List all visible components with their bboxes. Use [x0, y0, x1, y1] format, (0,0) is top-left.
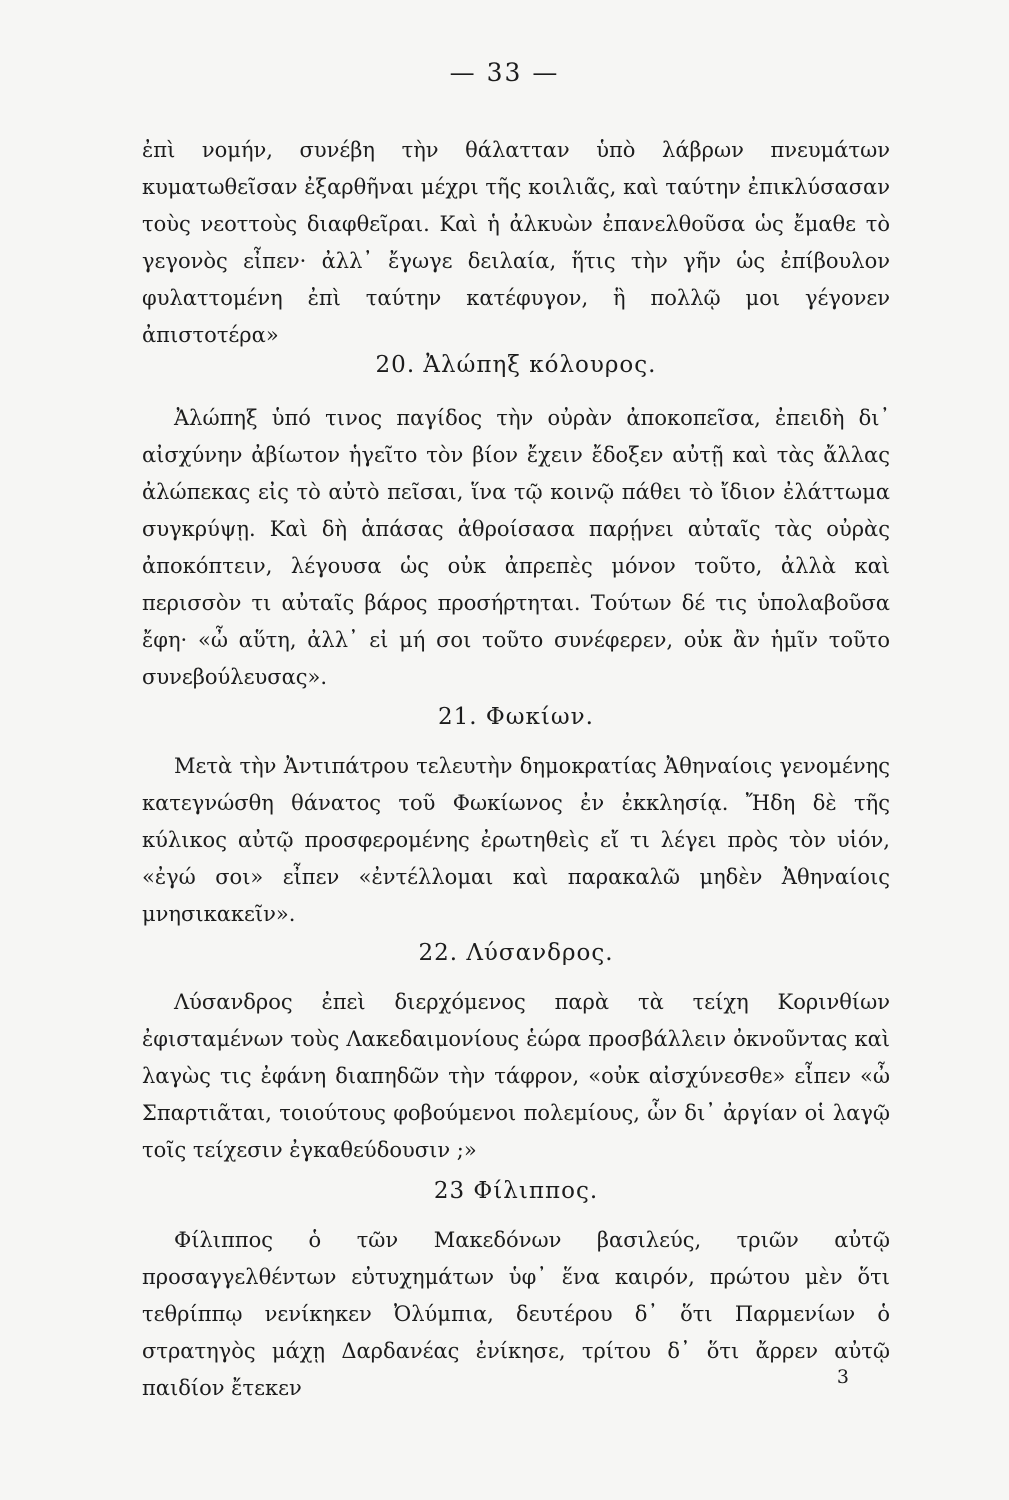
- phocion-text: [142, 748, 890, 933]
- heading-philip: 23 Φίλιππος.: [433, 1178, 599, 1204]
- signature-mark: 3: [836, 1366, 849, 1388]
- fable-fox-text: [142, 400, 890, 696]
- paragraph: Φίλιππος ὁ τῶν Μακεδόνων βασιλεύς, τριῶν αὐτῷ προσαγγελθέντων εὐτυχημάτων ὑφ᾽ ἕνα καιρόν, πρώτου μὲν ὅτι τεθρίππῳ νενίκηκεν Ὀλύμπια, δευτέρου δ᾽ ὅτι Παρμενίων ὁ στρατηγὸς μάχῃ Δαρδανέας ἐνίκησε, τρίτου δ᾽ ὅτι ἄρρεν αὐτῷ παιδίον ἔτεκεν: [142, 1228, 890, 1400]
- fable-19-ending: [142, 132, 890, 354]
- paragraph: ἐπὶ νομήν, συνέβη τὴν θάλατταν ὑπὸ λάβρων πνευμάτων κυματωθεῖσαν ἐξαρθῆναι μέχρι τῆς κοιλιᾶς, καὶ ταύτην ἐπικλύσασαν τοὺς νεοττοὺς διαφθεῖραι. Καὶ ἡ ἀλκυὼν ἐπανελθοῦσα ὡς ἔμαθε τὸ γεγονὸς εἶπεν· ἀλλ᾽ ἔγωγε δειλαία, ἥτις τὴν γῆν ὡς ἐπίβουλον φυλαττομένη ἐπὶ ταύτην κατέφυγον, ἣ πολλῷ μοι γέγονεν ἀπιστοτέρα»: [142, 138, 890, 347]
- paragraph: Μετὰ τὴν Ἀντιπάτρου τελευτὴν δημοκρατίας Ἀθηναίοις γενομένης κατεγνώσθη θάνατος τοῦ Φωκίωνος ἐν ἐκκλησίᾳ. Ἤδη δὲ τῆς κύλικος αὐτῷ προσφερομένης ἐρωτηθεὶς εἴ τι λέγει πρὸς τὸν υἱόν, «ἐγώ σοι» εἶπεν «ἐντέλλομαι καὶ παρακαλῶ μηδὲν Ἀθηναίοις μνησικακεῖν».: [142, 754, 890, 926]
- heading-fox: 20. Ἀλώπηξ κόλουρος.: [375, 352, 657, 378]
- philip-text: [142, 1222, 890, 1407]
- heading-phocion: 21. Φωκίων.: [438, 704, 594, 730]
- paragraph: Λύσανδρος ἐπεὶ διερχόμενος παρὰ τὰ τείχη Κορινθίων ἐφισταμένων τοὺς Λακεδαιμονίους ἑώρα προσβάλλειν ὀκνοῦντας καὶ λαγὼς τις ἐφάνη διαπηδῶν τὴν τάφρον, «οὐκ αἰσχύνεσθε» εἶπεν «ὦ Σπαρτιᾶται, τοιούτους φοβούμενοι πολεμίους, ὧν δι᾽ ἀργίαν οἱ λαγῷ τοῖς τείχεσιν ἐγκαθεύδουσιν ;»: [142, 990, 890, 1162]
- page-number: — 33 —: [449, 58, 560, 87]
- lysander-text: [142, 984, 890, 1169]
- heading-lysander: 22. Λύσανδρος.: [418, 940, 614, 966]
- paragraph: Ἀλώπηξ ὑπό τινος παγίδος τὴν οὐρὰν ἀποκοπεῖσα, ἐπειδὴ δι᾽ αἰσχύνην ἀβίωτον ἡγεῖτο τὸν βίον ἔχειν ἔδοξεν αὐτῇ καὶ τὰς ἄλλας ἀλώπεκας εἰς τὸ αὐτὸ πεῖσαι, ἵνα τῷ κοινῷ πάθει τὸ ἴδιον ἐλάττωμα συγκρύψῃ. Καὶ δὴ ἁπάσας ἀθροίσασα παρῄνει αὐταῖς τὰς οὐρὰς ἀποκόπτειν, λέγουσα ὡς οὐκ ἀπρεπὲς μόνον τοῦτο, ἀλλὰ καὶ περισσὸν τι αὐταῖς βάρος προσήρτηται. Τούτων δέ τις ὑπολαβοῦσα ἔφη· «ὦ αὕτη, ἀλλ᾽ εἰ μή σοι τοῦτο συνέφερεν, οὐκ ἂν ἡμῖν τοῦτο συνεβούλευσας».: [142, 406, 890, 689]
